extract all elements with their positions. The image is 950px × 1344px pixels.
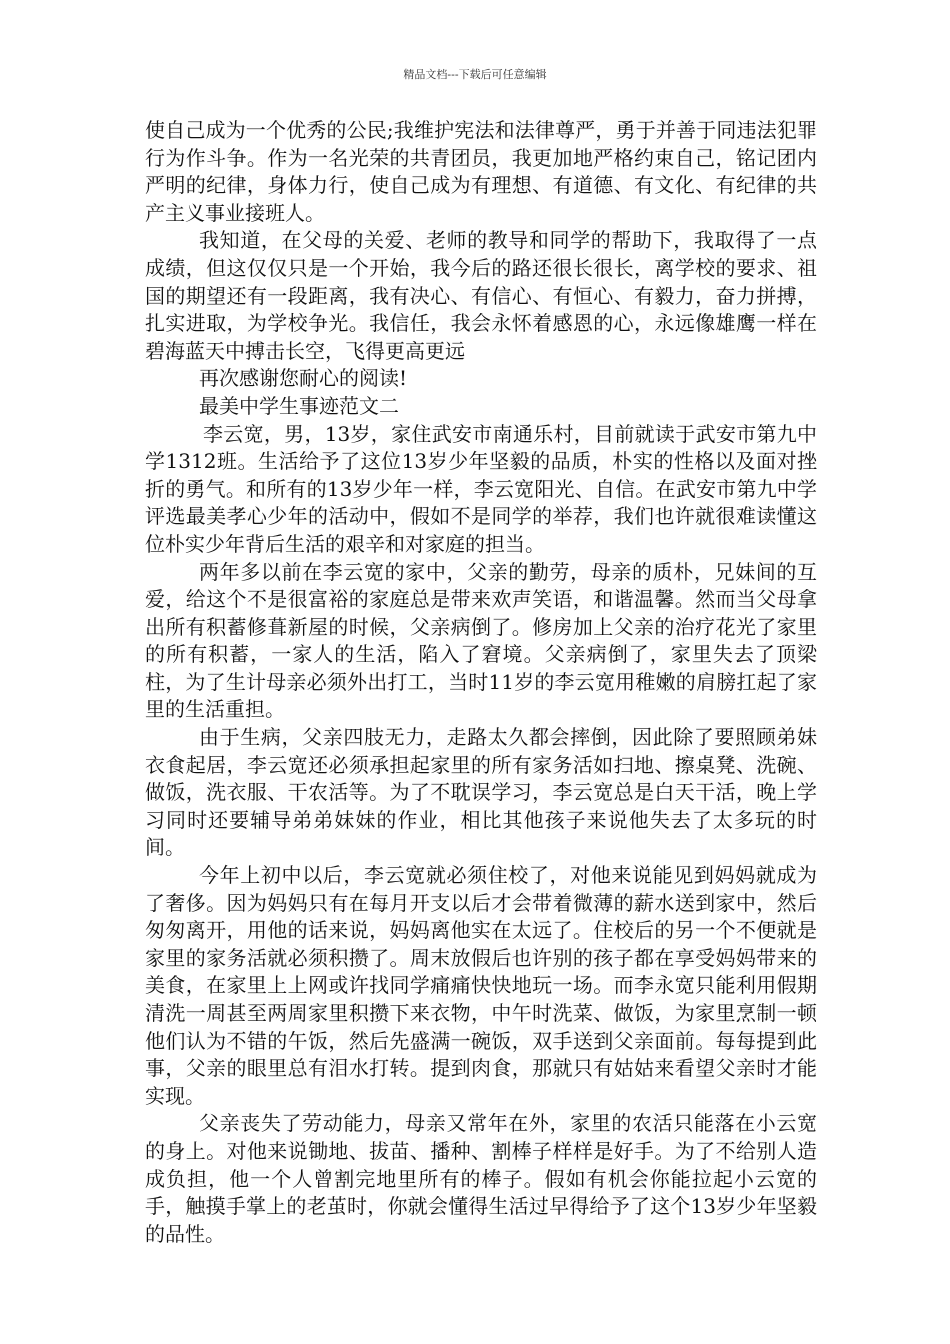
paragraph: 我知道，在父母的关爱、老师的教导和同学的帮助下，我取得了一点成绩，但这仅仅只是一个开始，我今后的路还很长很长，离学校的要求、祖国的期望还有一段距离，我有决心、有信心、有恒心、有毅力，奋力拼搏，扎实进取，为学校争光。我信任，我会永怀着感恩的心，永远像雄鹰一样在碧海蓝天中搏击长空，飞得更高更远 (145, 228, 817, 363)
section-title: 最美中学生事迹范文二 (199, 393, 399, 418)
paragraph: 父亲丧失了劳动能力，母亲又常年在外，家里的农活只能落在小云宽的身上。对他来说锄地、拔苗、播种、割棒子样样是好手。为了不给别人造成负担，他一个人曾割完地里所有的棒子。假如有机会你能拉起小云宽的手，触摸手掌上的老茧时，你就会懂得生活过早得给予了这个13岁少年坚毅的品性。 (145, 1111, 817, 1246)
paragraph: 今年上初中以后，李云宽就必须住校了，对他来说能见到妈妈就成为了奢侈。因为妈妈只有在每月开支以后才会带着微薄的薪水送到家中，然后匆匆离开，用他的话来说，妈妈离他实在太远了。住校后的另一个不便就是家里的家务活就必须积攒了。周末放假后也许别的孩子都在享受妈妈带来的美食，在家里上上网或许找同学痛痛快快地玩一场。而李永宽只能利用假期清洗一周甚至两周家里积攒下来衣物，中午时洗菜、做饭，为家里烹制一顿他们认为不错的午饭，然后先盛满一碗饭，双手送到父亲面前。每每提到此事，父亲的眼里总有泪水打转。提到肉食，那就只有姑姑来看望父亲时才能实现。 (145, 863, 817, 1108)
paragraph: 两年多以前在李云宽的家中，父亲的勤劳，母亲的质朴，兄妹间的互爱，给这个不是很富裕的家庭总是带来欢声笑语，和谐温馨。然而当父母拿出所有积蓄修葺新屋的时候，父亲病倒了。修房加上父亲的治疗花光了家里的所有积蓄，一家人的生活，陷入了窘境。父亲病倒了，家里失去了顶梁柱，为了生计母亲必须外出打工，当时11岁的李云宽用稚嫩的肩膀扛起了家里的生活重担。 (145, 559, 817, 722)
closing-note: 再次感谢您耐心的阅读! (199, 366, 408, 391)
paragraph: 由于生病，父亲四肢无力，走路太久都会摔倒，因此除了要照顾弟妹衣食起居，李云宽还必须承担起家里的所有家务活如扫地、擦桌凳、洗碗、做饭，洗衣服、干农活等。为了不耽误学习，李云宽总是白天干活，晚上学习同时还要辅导弟弟妹妹的作业，相比其他孩子来说他失去了太多玩的时间。 (145, 725, 817, 860)
document-body (145, 117, 817, 1248)
paragraph: 李云宽，男，13岁，家住武安市南通乐村，目前就读于武安市第九中学1312班。生活给予了这位13岁少年坚毅的品质，朴实的性格以及面对挫折的勇气。和所有的13岁少年一样，李云宽阳光、自信。在武安市第九中学评选最美孝心少年的活动中，假如不是同学的举荐，我们也许就很难读懂这位朴实少年背后生活的艰辛和对家庭的担当。 (145, 421, 817, 556)
paragraph: 使自己成为一个优秀的公民;我维护宪法和法律尊严，勇于并善于同违法犯罪行为作斗争。作为一名光荣的共青团员，我更加地严格约束自己，铭记团内严明的纪律，身体力行，使自己成为有理想、有道德、有文化、有纪律的共产主义事业接班人。 (145, 118, 817, 225)
page-header: 精品文档---下载后可任意编辑 (403, 68, 547, 81)
